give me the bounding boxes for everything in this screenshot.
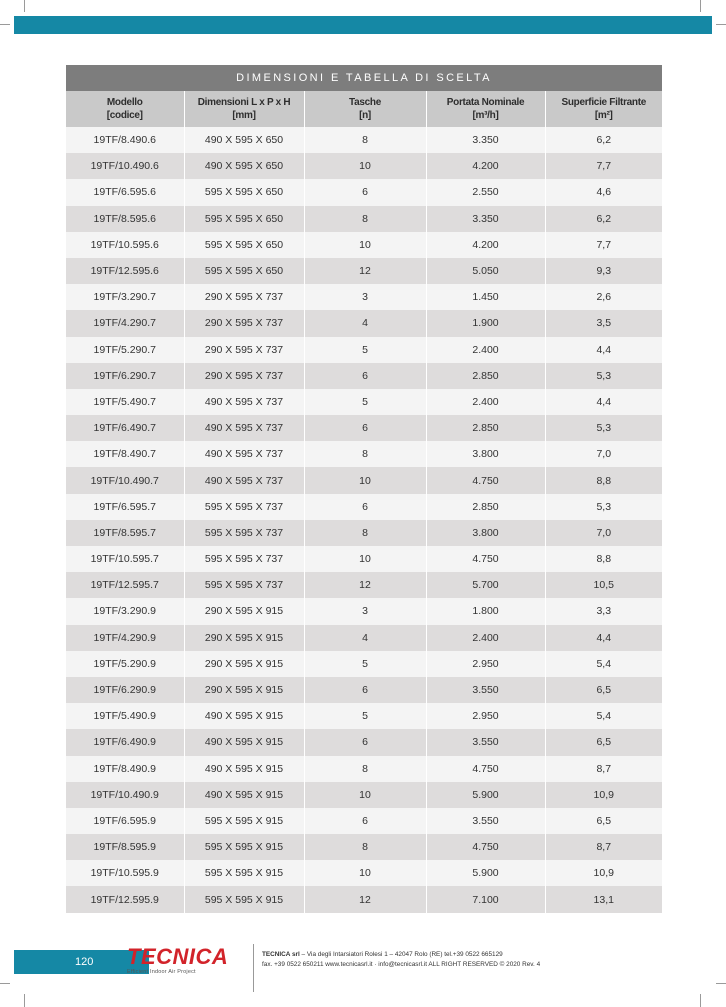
cell-model: 19TF/5.290.9 <box>66 651 184 677</box>
cell-nominal-flow: 2.400 <box>426 337 545 363</box>
table-row <box>66 337 662 363</box>
cell-nominal-flow: 5.900 <box>426 860 545 886</box>
cell-model: 19TF/6.290.9 <box>66 677 184 703</box>
cell-filter-surface: 10,9 <box>545 782 662 808</box>
cell-pockets: 6 <box>304 415 426 441</box>
cell-model: 19TF/5.490.9 <box>66 703 184 729</box>
cell-model: 19TF/10.595.6 <box>66 232 184 258</box>
cell-filter-surface: 5,4 <box>545 703 662 729</box>
cell-pockets: 10 <box>304 467 426 493</box>
cell-nominal-flow: 2.400 <box>426 625 545 651</box>
cell-dimensions: 490 X 595 X 650 <box>184 153 304 179</box>
cell-nominal-flow: 3.800 <box>426 441 545 467</box>
cell-filter-surface: 5,3 <box>545 363 662 389</box>
cell-dimensions: 595 X 595 X 650 <box>184 232 304 258</box>
cell-nominal-flow: 5.700 <box>426 572 545 598</box>
table-row <box>66 808 662 834</box>
cell-pockets: 10 <box>304 153 426 179</box>
cell-dimensions: 595 X 595 X 915 <box>184 860 304 886</box>
cell-nominal-flow: 2.950 <box>426 651 545 677</box>
cell-filter-surface: 4,4 <box>545 389 662 415</box>
cell-dimensions: 595 X 595 X 737 <box>184 494 304 520</box>
cell-nominal-flow: 4.200 <box>426 232 545 258</box>
cell-model: 19TF/8.595.9 <box>66 834 184 860</box>
footer-divider <box>253 944 254 992</box>
cell-nominal-flow: 1.450 <box>426 284 545 310</box>
cell-pockets: 5 <box>304 703 426 729</box>
cell-nominal-flow: 5.900 <box>426 782 545 808</box>
cell-filter-surface: 4,4 <box>545 625 662 651</box>
cell-dimensions: 595 X 595 X 915 <box>184 886 304 912</box>
cell-model: 19TF/3.290.7 <box>66 284 184 310</box>
cell-dimensions: 290 X 595 X 737 <box>184 363 304 389</box>
cell-model: 19TF/6.490.9 <box>66 729 184 755</box>
crop-mark <box>24 994 25 1007</box>
table-row <box>66 756 662 782</box>
table-row <box>66 677 662 703</box>
cell-dimensions: 490 X 595 X 915 <box>184 703 304 729</box>
cell-pockets: 5 <box>304 651 426 677</box>
cell-model: 19TF/8.490.9 <box>66 756 184 782</box>
cell-filter-surface: 3,3 <box>545 598 662 624</box>
cell-pockets: 8 <box>304 441 426 467</box>
column-header-dimensions: Dimensioni L x P x H [mm] <box>184 91 304 127</box>
crop-mark <box>0 983 10 984</box>
cell-pockets: 5 <box>304 389 426 415</box>
cell-filter-surface: 13,1 <box>545 886 662 912</box>
table-row <box>66 232 662 258</box>
cell-dimensions: 595 X 595 X 650 <box>184 206 304 232</box>
cell-filter-surface: 8,7 <box>545 756 662 782</box>
cell-pockets: 8 <box>304 127 426 153</box>
cell-filter-surface: 6,2 <box>545 127 662 153</box>
table-row <box>66 441 662 467</box>
table-row <box>66 494 662 520</box>
cell-dimensions: 595 X 595 X 915 <box>184 808 304 834</box>
cell-dimensions: 595 X 595 X 737 <box>184 572 304 598</box>
cell-filter-surface: 4,4 <box>545 337 662 363</box>
cell-pockets: 8 <box>304 756 426 782</box>
table-row <box>66 127 662 153</box>
cell-filter-surface: 6,5 <box>545 729 662 755</box>
dimensions-table <box>66 91 662 913</box>
column-header-pockets: Tasche [n] <box>304 91 426 127</box>
cell-nominal-flow: 4.200 <box>426 153 545 179</box>
table-row <box>66 284 662 310</box>
cell-nominal-flow: 3.350 <box>426 127 545 153</box>
cell-pockets: 5 <box>304 337 426 363</box>
cell-pockets: 10 <box>304 232 426 258</box>
table-row <box>66 467 662 493</box>
table-row <box>66 625 662 651</box>
cell-nominal-flow: 1.900 <box>426 310 545 336</box>
table-row <box>66 729 662 755</box>
cell-dimensions: 490 X 595 X 915 <box>184 729 304 755</box>
cell-pockets: 12 <box>304 572 426 598</box>
cell-model: 19TF/10.490.9 <box>66 782 184 808</box>
cell-model: 19TF/12.595.7 <box>66 572 184 598</box>
footer-line-2: fax. +39 0522 650211 www.tecnicasrl.it · info@tecnicasrl.it ALL RIGHT RESERVED © 2020 Rev. 4 <box>262 961 541 968</box>
cell-pockets: 4 <box>304 310 426 336</box>
crop-mark <box>700 0 701 12</box>
cell-model: 19TF/10.595.9 <box>66 860 184 886</box>
table-row <box>66 598 662 624</box>
cell-pockets: 3 <box>304 284 426 310</box>
cell-dimensions: 290 X 595 X 915 <box>184 598 304 624</box>
cell-filter-surface: 8,8 <box>545 467 662 493</box>
cell-model: 19TF/8.595.6 <box>66 206 184 232</box>
cell-pockets: 10 <box>304 546 426 572</box>
cell-model: 19TF/10.490.7 <box>66 467 184 493</box>
cell-nominal-flow: 4.750 <box>426 467 545 493</box>
cell-model: 19TF/6.595.9 <box>66 808 184 834</box>
cell-model: 19TF/5.490.7 <box>66 389 184 415</box>
cell-filter-surface: 7,0 <box>545 520 662 546</box>
cell-nominal-flow: 4.750 <box>426 546 545 572</box>
cell-model: 19TF/6.490.7 <box>66 415 184 441</box>
table-row <box>66 860 662 886</box>
cell-dimensions: 490 X 595 X 915 <box>184 782 304 808</box>
logo-tagline: Efficient Indoor Air Project <box>127 969 196 975</box>
cell-model: 19TF/3.290.9 <box>66 598 184 624</box>
table-row <box>66 834 662 860</box>
footer-contact <box>262 950 562 970</box>
cell-dimensions: 490 X 595 X 737 <box>184 467 304 493</box>
cell-model: 19TF/8.490.7 <box>66 441 184 467</box>
cell-filter-surface: 7,0 <box>545 441 662 467</box>
cell-filter-surface: 5,4 <box>545 651 662 677</box>
cell-nominal-flow: 2.850 <box>426 415 545 441</box>
company-name: TECNICA srl <box>262 951 300 958</box>
cell-dimensions: 595 X 595 X 650 <box>184 258 304 284</box>
cell-nominal-flow: 4.750 <box>426 834 545 860</box>
cell-nominal-flow: 2.400 <box>426 389 545 415</box>
cell-filter-surface: 6,5 <box>545 677 662 703</box>
cell-nominal-flow: 2.550 <box>426 179 545 205</box>
table-row <box>66 179 662 205</box>
cell-model: 19TF/6.595.6 <box>66 179 184 205</box>
cell-dimensions: 290 X 595 X 915 <box>184 651 304 677</box>
cell-dimensions: 290 X 595 X 737 <box>184 284 304 310</box>
cell-nominal-flow: 2.850 <box>426 494 545 520</box>
cell-pockets: 10 <box>304 860 426 886</box>
cell-dimensions: 290 X 595 X 737 <box>184 310 304 336</box>
cell-nominal-flow: 7.100 <box>426 886 545 912</box>
cell-dimensions: 290 X 595 X 737 <box>184 337 304 363</box>
cell-filter-surface: 8,7 <box>545 834 662 860</box>
cell-filter-surface: 6,5 <box>545 808 662 834</box>
column-header-filter-surface: Superficie Filtrante [m²] <box>545 91 662 127</box>
table-row <box>66 389 662 415</box>
cell-model: 19TF/5.290.7 <box>66 337 184 363</box>
cell-pockets: 6 <box>304 677 426 703</box>
table-row <box>66 363 662 389</box>
cell-model: 19TF/6.595.7 <box>66 494 184 520</box>
cell-model: 19TF/8.490.6 <box>66 127 184 153</box>
cell-nominal-flow: 3.550 <box>426 808 545 834</box>
cell-nominal-flow: 3.550 <box>426 729 545 755</box>
cell-filter-surface: 4,6 <box>545 179 662 205</box>
header-band <box>14 16 712 34</box>
cell-filter-surface: 6,2 <box>545 206 662 232</box>
table-title: DIMENSIONI E TABELLA DI SCELTA <box>66 65 662 91</box>
cell-dimensions: 490 X 595 X 737 <box>184 389 304 415</box>
cell-nominal-flow: 5.050 <box>426 258 545 284</box>
cell-nominal-flow: 3.800 <box>426 520 545 546</box>
table-body <box>66 127 662 913</box>
cell-nominal-flow: 2.850 <box>426 363 545 389</box>
cell-filter-surface: 9,3 <box>545 258 662 284</box>
table-row <box>66 258 662 284</box>
cell-filter-surface: 8,8 <box>545 546 662 572</box>
cell-nominal-flow: 3.350 <box>426 206 545 232</box>
logo-wordmark: TECNICA <box>127 944 229 969</box>
cell-pockets: 6 <box>304 179 426 205</box>
cell-nominal-flow: 2.950 <box>426 703 545 729</box>
cell-dimensions: 595 X 595 X 737 <box>184 520 304 546</box>
cell-pockets: 12 <box>304 886 426 912</box>
cell-dimensions: 595 X 595 X 737 <box>184 546 304 572</box>
cell-nominal-flow: 1.800 <box>426 598 545 624</box>
cell-pockets: 6 <box>304 363 426 389</box>
cell-pockets: 8 <box>304 206 426 232</box>
cell-pockets: 6 <box>304 494 426 520</box>
cell-model: 19TF/10.595.7 <box>66 546 184 572</box>
cell-filter-surface: 5,3 <box>545 415 662 441</box>
table-row <box>66 415 662 441</box>
table-row <box>66 310 662 336</box>
cell-pockets: 3 <box>304 598 426 624</box>
cell-dimensions: 490 X 595 X 650 <box>184 127 304 153</box>
cell-pockets: 10 <box>304 782 426 808</box>
tecnica-logo <box>127 946 227 976</box>
table-row <box>66 206 662 232</box>
cell-dimensions: 490 X 595 X 737 <box>184 415 304 441</box>
cell-model: 19TF/4.290.9 <box>66 625 184 651</box>
table-row <box>66 572 662 598</box>
table-row <box>66 651 662 677</box>
cell-pockets: 4 <box>304 625 426 651</box>
table-row <box>66 546 662 572</box>
footer-line-1: TECNICA srl – Via degli Intarsiatori Rolesi 1 – 42047 Rolo (RE) tel.+39 0522 665129 <box>262 951 503 958</box>
cell-model: 19TF/4.290.7 <box>66 310 184 336</box>
column-header-nominal-flow: Portata Nominale [m³/h] <box>426 91 545 127</box>
crop-mark <box>716 24 726 25</box>
column-header-model: Modello [codice] <box>66 91 184 127</box>
cell-model: 19TF/6.290.7 <box>66 363 184 389</box>
cell-nominal-flow: 3.550 <box>426 677 545 703</box>
cell-model: 19TF/10.490.6 <box>66 153 184 179</box>
table-header-row <box>66 91 662 127</box>
cell-pockets: 6 <box>304 729 426 755</box>
cell-model: 19TF/12.595.6 <box>66 258 184 284</box>
cell-model: 19TF/12.595.9 <box>66 886 184 912</box>
cell-dimensions: 490 X 595 X 737 <box>184 441 304 467</box>
cell-dimensions: 290 X 595 X 915 <box>184 677 304 703</box>
table-row <box>66 886 662 912</box>
table-row <box>66 703 662 729</box>
page-number: 120 <box>75 956 94 968</box>
selection-table <box>66 65 662 913</box>
crop-mark <box>716 983 726 984</box>
cell-pockets: 8 <box>304 520 426 546</box>
cell-model: 19TF/8.595.7 <box>66 520 184 546</box>
cell-dimensions: 595 X 595 X 915 <box>184 834 304 860</box>
cell-filter-surface: 2,6 <box>545 284 662 310</box>
cell-filter-surface: 10,5 <box>545 572 662 598</box>
cell-filter-surface: 3,5 <box>545 310 662 336</box>
cell-filter-surface: 5,3 <box>545 494 662 520</box>
cell-pockets: 6 <box>304 808 426 834</box>
cell-pockets: 8 <box>304 834 426 860</box>
crop-mark <box>24 0 25 12</box>
cell-filter-surface: 10,9 <box>545 860 662 886</box>
crop-mark <box>0 24 10 25</box>
table-row <box>66 520 662 546</box>
crop-mark <box>700 994 701 1007</box>
table-row <box>66 782 662 808</box>
cell-dimensions: 290 X 595 X 915 <box>184 625 304 651</box>
cell-dimensions: 595 X 595 X 650 <box>184 179 304 205</box>
cell-nominal-flow: 4.750 <box>426 756 545 782</box>
cell-pockets: 12 <box>304 258 426 284</box>
cell-dimensions: 490 X 595 X 915 <box>184 756 304 782</box>
cell-filter-surface: 7,7 <box>545 153 662 179</box>
cell-filter-surface: 7,7 <box>545 232 662 258</box>
table-row <box>66 153 662 179</box>
